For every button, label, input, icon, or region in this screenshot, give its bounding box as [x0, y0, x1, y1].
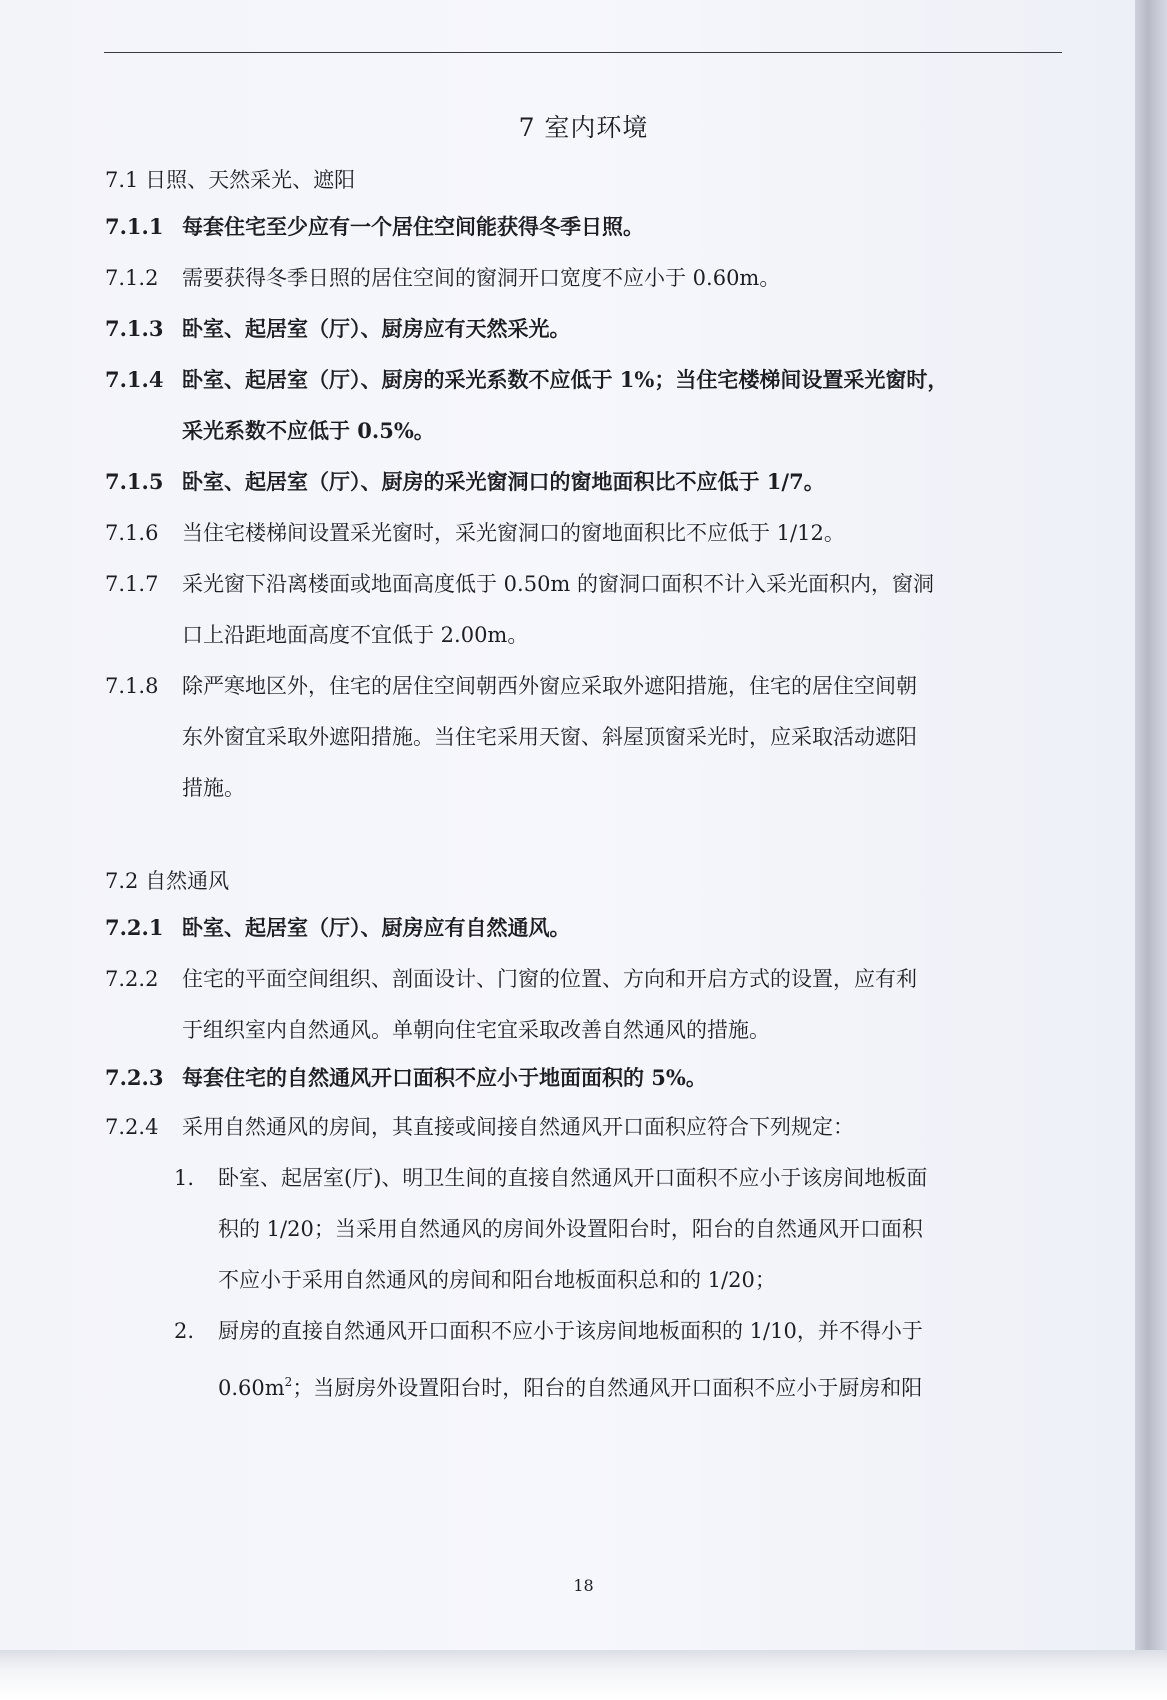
- clause-7-2-2-continuation: 于组织室内自然通风。单朝向住宅宜采取改善自然通风的措施。: [182, 1018, 770, 1042]
- list-item-number: 2.: [174, 1319, 195, 1343]
- clause-number: 7.1.6: [105, 521, 159, 545]
- clause-text: 卧室、起居室（厅）、厨房的采光系数不应低于 1%；当住宅楼梯间设置采光窗时，: [182, 367, 949, 392]
- section-heading-7-2: 7.2 自然通风: [105, 869, 230, 893]
- clause-text: 每套住宅的自然通风开口面积不应小于地面面积的 5%。: [182, 1065, 707, 1090]
- clause-number: 7.1.4: [105, 367, 164, 392]
- clause-number: 7.2.1: [105, 915, 164, 940]
- clause-7-2-3: [105, 1063, 707, 1093]
- page-bottom-edge: [0, 1650, 1167, 1700]
- clause-7-2-4: [105, 1112, 854, 1142]
- clause-number: 7.2.4: [105, 1115, 159, 1139]
- clause-7-1-6: [105, 518, 845, 548]
- clause-7-1-8: [105, 671, 917, 701]
- clause-7-1-8-continuation: 措施。: [182, 776, 245, 800]
- clause-7-1-1: [105, 212, 644, 242]
- list-item-1-continuation: 不应小于采用自然通风的房间和阳台地板面积总和的 1/20；: [218, 1268, 776, 1292]
- clause-7-1-2: [105, 263, 780, 293]
- clause-7-1-8-continuation: 东外窗宜采取外遮阳措施。当住宅采用天窗、斜屋顶窗采光时，应采取活动遮阳: [182, 725, 917, 749]
- clause-number: 7.1.2: [105, 266, 159, 290]
- clause-number: 7.1.5: [105, 469, 164, 494]
- list-item-1-continuation: 积的 1/20；当采用自然通风的房间外设置阳台时，阳台的自然通风开口面积: [218, 1217, 923, 1241]
- area-value: 0.60m: [218, 1376, 285, 1400]
- clause-7-1-7: [105, 569, 934, 599]
- clause-7-1-3: [105, 314, 571, 344]
- list-item-text: ；当厨房外设置阳台时，阳台的自然通风开口面积不应小于厨房和阳: [292, 1376, 923, 1400]
- book-spine-shadow: [1135, 0, 1167, 1650]
- clause-text: 采用自然通风的房间，其直接或间接自然通风开口面积应符合下列规定：: [182, 1115, 854, 1139]
- page-number: 18: [573, 1576, 594, 1595]
- clause-number: 7.2.3: [105, 1065, 164, 1090]
- clause-7-2-2: [105, 964, 917, 994]
- clause-7-2-1: [105, 913, 571, 943]
- clause-7-1-5: [105, 467, 825, 497]
- clause-number: 7.1.3: [105, 316, 164, 341]
- clause-text: 需要获得冬季日照的居住空间的窗洞开口宽度不应小于 0.60m。: [182, 266, 781, 290]
- clause-text: 每套住宅至少应有一个居住空间能获得冬季日照。: [182, 214, 644, 239]
- clause-text: 除严寒地区外，住宅的居住空间朝西外窗应采取外遮阳措施，住宅的居住空间朝: [182, 674, 917, 698]
- clause-number: 7.1.8: [105, 674, 159, 698]
- clause-text: 采光窗下沿离楼面或地面高度低于 0.50m 的窗洞口面积不计入采光面积内，窗洞: [182, 572, 935, 596]
- chapter-title: 7 室内环境: [518, 113, 649, 142]
- section-heading-7-1: 7.1 日照、天然采光、遮阳: [105, 168, 356, 192]
- clause-text: 当住宅楼梯间设置采光窗时，采光窗洞口的窗地面积比不应低于 1/12。: [182, 521, 845, 545]
- clause-number: 7.1.7: [105, 572, 159, 596]
- list-item-text: 厨房的直接自然通风开口面积不应小于该房间地板面积的 1/10，并不得小于: [218, 1319, 923, 1343]
- clause-number: 7.1.1: [105, 214, 164, 239]
- clause-7-1-4-continuation: 采光系数不应低于 0.5%。: [182, 418, 435, 443]
- list-item-number: 1.: [174, 1166, 195, 1190]
- clause-text: 卧室、起居室（厅）、厨房的采光窗洞口的窗地面积比不应低于 1/7。: [182, 469, 825, 494]
- clause-7-1-4: [105, 365, 948, 395]
- header-rule: [104, 52, 1062, 53]
- clause-7-1-7-continuation: 口上沿距地面高度不宜低于 2.00m。: [182, 623, 529, 647]
- superscript: 2: [284, 1375, 293, 1389]
- list-item-1: [174, 1163, 927, 1193]
- list-item-text: 卧室、起居室(厅)、明卫生间的直接自然通风开口面积不应小于该房间地板面: [218, 1166, 928, 1190]
- clause-text: 住宅的平面空间组织、剖面设计、门窗的位置、方向和开启方式的设置，应有利: [182, 967, 917, 991]
- clause-text: 卧室、起居室（厅）、厨房应有自然通风。: [182, 915, 571, 940]
- clause-text: 卧室、起居室（厅）、厨房应有天然采光。: [182, 316, 571, 341]
- clause-number: 7.2.2: [105, 967, 159, 991]
- list-item-2-continuation: [218, 1367, 922, 1403]
- list-item-2: [174, 1316, 923, 1346]
